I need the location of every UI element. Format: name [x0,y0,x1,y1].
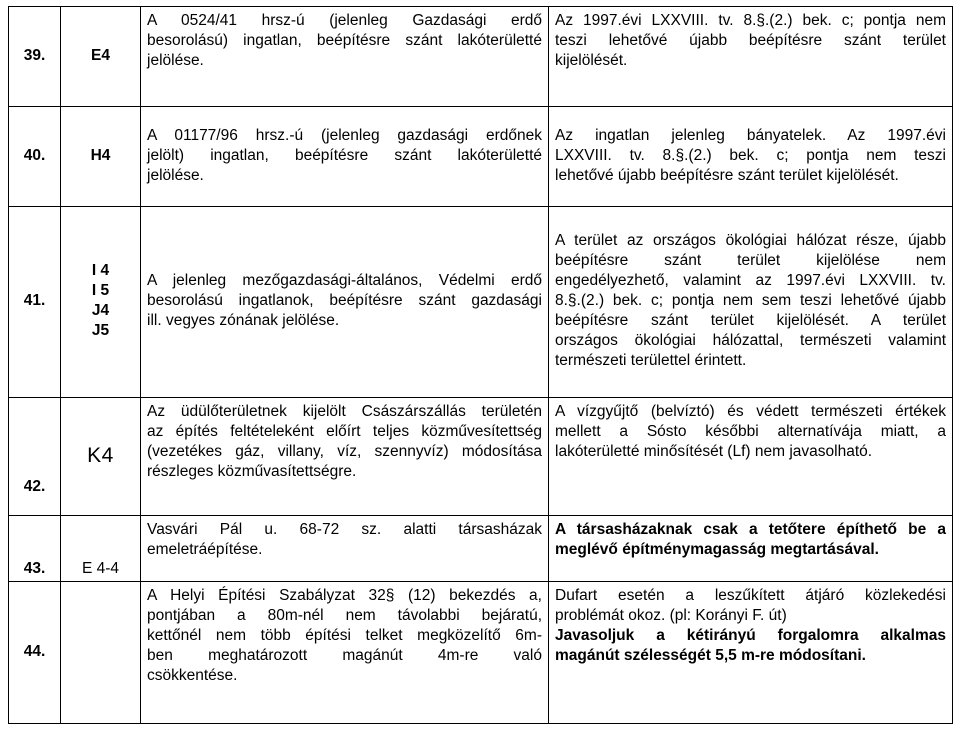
map-code: H4 [61,107,141,207]
table-row [9,7,953,107]
row-number: 39. [9,7,61,107]
decision-note: A terület az országos ökológiai hálózat része, újabb beépítésre szánt terület kijelölése nem engedélyezhető, valamint az 1997.évi LXXVIII. tv. 8.§.(2.) bek. c; pontja nem sem teszi lehetővé újabb beépítésre szánt terület kijelölését. A terület országos ökológiai hálózattal, természeti valamint természeti területtel érintett. [549,207,953,398]
table-row [9,207,953,398]
map-code: E4 [61,7,141,107]
proposal-description: A Helyi Építési Szabályzat 32§ (12) bekezdés a, pontjában a 80m-nél nem távolabbi bejáratú, kettőnél nem több építési telket megközelítő 6m- ben meghatározott magánút 4m-re való csökkentése. [141,582,549,724]
table-row [9,107,953,207]
map-code: K4 [61,398,141,516]
decision-note: A vízgyűjtő (belvíztó) és védett természeti értékek mellett a Sósto későbbi alternatívája miatt, a lakóterületté minősítését (Lf) nem javasolható. [549,398,953,516]
row-number: 42. [9,398,61,516]
table-row [9,582,953,724]
decision-note: Dufart esetén a leszűkített átjáró közlekedési problémát okoz. (pl: Korányi F. út) Javasoljuk a kétirányú forgalomra alkalmas magánút szélességét 5,5 m-re módosítani. [549,582,953,724]
decision-note: A társasházaknak csak a tetőtere építhető be a meglévő építménymagasság megtartásával. [549,516,953,582]
table-row [9,516,953,582]
row-number: 41. [9,207,61,398]
row-number: 40. [9,107,61,207]
decision-note: Az 1997.évi LXXVIII. tv. 8.§.(2.) bek. c; pontja nem teszi lehetővé újabb beépítésre szánt terület kijelölését. [549,7,953,107]
map-code: E 4-4 [61,516,141,582]
row-number: 44. [9,582,61,724]
table-row [9,398,953,516]
map-code [61,582,141,724]
proposal-description: Az üdülőterületnek kijelölt Császárszállás területén az építés feltételeként előírt teljes közművesítettség (vezetékes gáz, villany, víz, szennyvíz) módosítása részleges közművasítettségre. [141,398,549,516]
decision-note: Az ingatlan jelenleg bányatelek. Az 1997.évi LXXVIII. tv. 8.§.(2.) bek. c; pontja nem teszi lehetővé újabb beépítésre szánt terület kijelölését. [549,107,953,207]
proposal-description: Vasvári Pál u. 68-72 sz. alatti társasházak emeletráépítése. [141,516,549,582]
proposal-description: A jelenleg mezőgazdasági-általános, Védelmi erdő besorolású ingatlanok, beépítésre szánt gazdasági ill. vegyes zónának jelölése. [141,207,549,398]
decision-table [8,6,953,724]
proposal-description: A 01177/96 hrsz.-ú (jelenleg gazdasági erdőnek jelölt) ingatlan, beépítésre szánt lakóterületté jelölése. [141,107,549,207]
map-code: I 4 I 5 J4 J5 [61,207,141,398]
proposal-description: A 0524/41 hrsz-ú (jelenleg Gazdasági erdő besorolású) ingatlan, beépítésre szánt lakóterületté jelölése. [141,7,549,107]
row-number: 43. [9,516,61,582]
